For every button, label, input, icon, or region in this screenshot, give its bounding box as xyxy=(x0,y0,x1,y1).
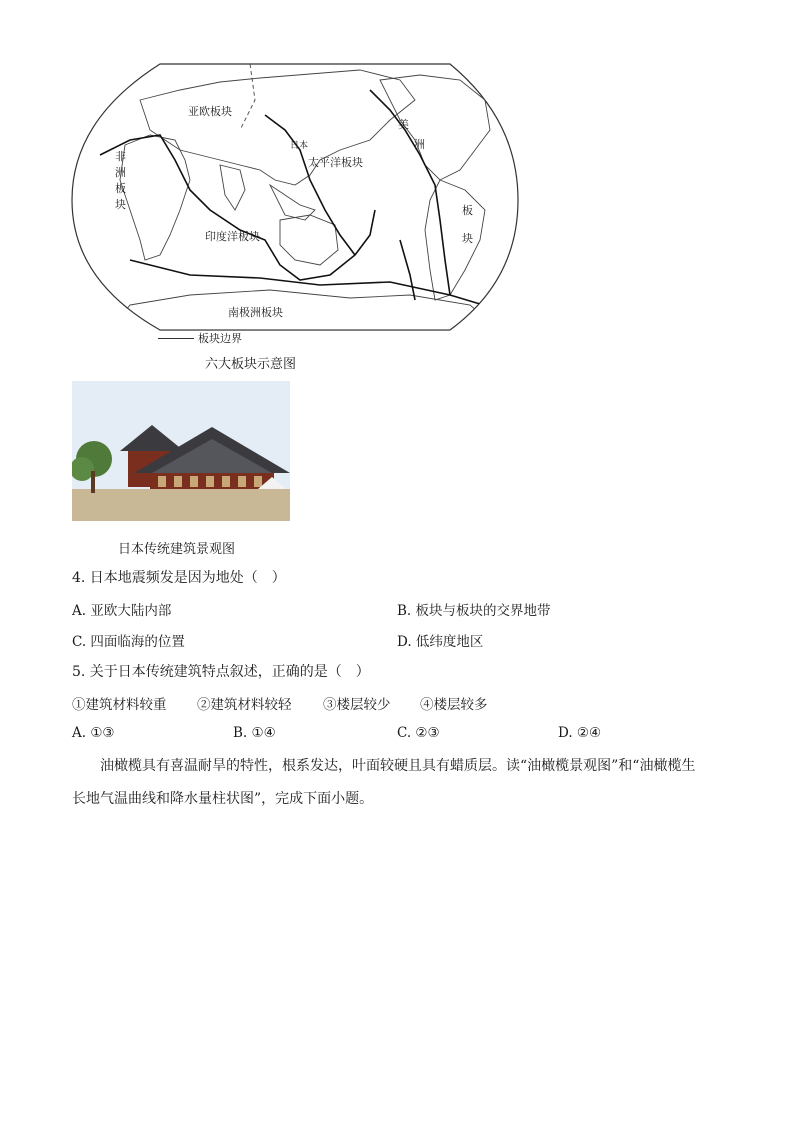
q4-stem: 4. 日本地震频发是因为地处（ ） xyxy=(72,570,286,586)
label-antarctic-plate: 南极洲板块 xyxy=(228,306,283,319)
passage xyxy=(72,750,724,816)
q5-statement-4: ④楼层较多 xyxy=(420,697,488,713)
q5-option-d[interactable]: D. ②④ xyxy=(558,725,602,741)
legend-label: 板块边界 xyxy=(198,332,242,345)
label-japan: 日本 xyxy=(290,141,309,151)
label-african-plate-4: 块 xyxy=(115,198,126,211)
label-indian-ocean-plate: 印度洋板块 xyxy=(205,230,260,243)
q5-option-c[interactable]: C. ②③ xyxy=(397,725,440,741)
label-african-plate-2: 洲 xyxy=(115,166,126,179)
label-american-plate-4: 块 xyxy=(462,232,473,245)
map-caption: 六大板块示意图 xyxy=(205,357,297,372)
passage-line-2: 长地气温曲线和降水量柱状图”，完成下面小题。 xyxy=(72,791,374,807)
q5-statement-3: ③楼层较少 xyxy=(323,697,391,713)
q5-stem: 5. 关于日本传统建筑特点叙述，正确的是（ ） xyxy=(72,664,370,680)
label-pacific-plate: 太平洋板块 xyxy=(308,156,363,169)
q4-option-a[interactable]: A. 亚欧大陆内部 xyxy=(72,603,172,619)
map-legend xyxy=(158,330,242,346)
building-illustration xyxy=(72,381,290,521)
japanese-building-photo xyxy=(72,381,290,521)
q4-option-c[interactable]: C. 四面临海的位置 xyxy=(72,634,185,650)
passage-line-1: 油橄榄具有喜温耐旱的特性，根系发达，叶面较硬且具有蜡质层。读“油橄榄景观图”和“油橄榄生 xyxy=(100,758,696,774)
q4-option-d[interactable]: D. 低纬度地区 xyxy=(397,634,484,650)
label-american-plate-1: 美 xyxy=(398,118,409,131)
label-african-plate-1: 非 xyxy=(115,150,126,163)
photo-caption: 日本传统建筑景观图 xyxy=(118,542,236,557)
label-eurasian-plate: 亚欧板块 xyxy=(188,105,232,118)
label-american-plate-2: 洲 xyxy=(414,138,425,151)
legend-boundary-line xyxy=(158,338,194,339)
q5-statement-1: ①建筑材料较重 xyxy=(72,697,167,713)
label-african-plate-3: 板 xyxy=(115,182,126,195)
q5-option-b[interactable]: B. ①④ xyxy=(233,725,276,741)
q5-statement-2: ②建筑材料较轻 xyxy=(197,697,292,713)
plate-map xyxy=(70,60,520,340)
label-american-plate-3: 板 xyxy=(462,204,473,217)
map-frame xyxy=(72,64,518,330)
q4-option-b[interactable]: B. 板块与板块的交界地带 xyxy=(397,603,551,619)
q5-option-a[interactable]: A. ①③ xyxy=(72,725,115,741)
plate-map-figure xyxy=(70,60,520,340)
